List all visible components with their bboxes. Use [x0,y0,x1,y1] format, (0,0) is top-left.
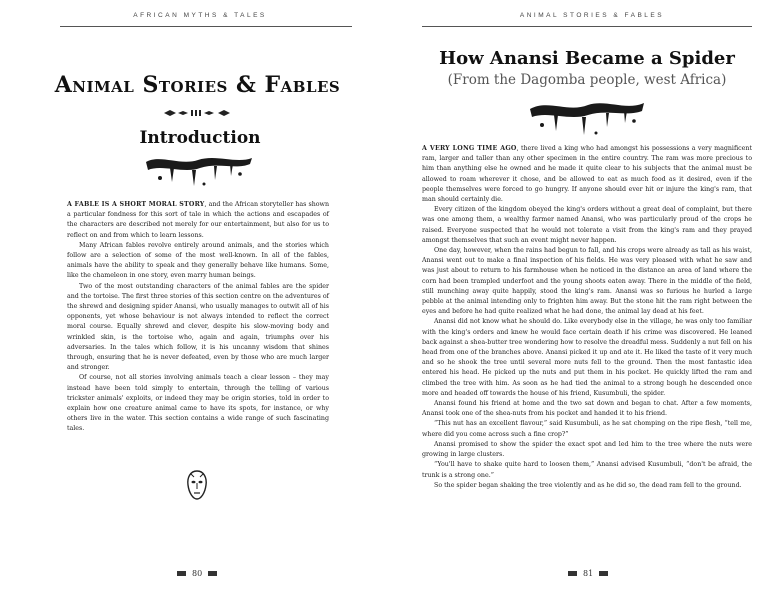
intro-paragraph: Two of the most outstanding characters of the animal fables are the spider and the tortoise. The first three stories of this section centre on the adventures of the shrewd and designing spider Anansi, who usually manages to outwit all of his opponents, yet whose behaviour is not always intended to reflect the correct moral course. Equally shrewd and clever, despite his slow-moving body and wrinkled skin, is the tortoise who, again and again, triumphs over his adversaries. In the tales which follow, it is his uncanny wisdom that shines through, ensuring that he is never defeated, even by those who are much larger and stronger. [67,282,329,372]
story-paragraph: Anansi promised to show the spider the exact spot and led him to the tree where the nuts were growing in large clusters. [422,440,752,459]
story-body [422,144,752,491]
story-title: How Anansi Became a Spider [439,48,735,69]
intro-paragraph: Many African fables revolve entirely around animals, and the stories which follow are a selection of some of the most well-known. In all of the fables, animals have the ability to speak and they generally behave like humans. Some, like the chameleon in one story, even marry human beings. [67,241,329,280]
ornament-icon [162,108,234,118]
right-page [392,0,784,600]
section-title: Animal Stories & Fables [54,72,341,98]
folio-ornament-icon [208,571,217,576]
story-subtitle: (From the Dagomba people, west Africa) [447,72,727,88]
page-number: 80 [192,569,203,578]
ink-splash-icon [140,150,258,190]
folio-right [568,569,608,578]
story-paragraph: “This nut has an excellent flavour,” said Kusumbuli, as he sat chomping on the ripe flesh, “tell me, where did you come across such a fine crop?” [422,420,752,438]
story-paragraph: Anansi found his friend at home and the two sat down and began to chat. After a few moments, Anansi took one of the shea-nuts from his pocket and handed it to his friend. [422,400,752,418]
story-paragraph: One day, however, when the rains had begun to fall, and his crops were already as tall as his waist, Anansi went out to make a final inspection of his fields. He was very pleased with what he saw and was just about to return to his farmhouse when he noticed in the distance an area of land where the corn had been trampled underfoot and the young shoots eaten away. There in the middle of the field, still munching away quite happily, stood the king's ram. Anansi was so furious he hurled a large pebble at the animal intending only to frighten him away. But the stone hit the ram right between the eyes and before he had quite realized what he had done, the animal lay dead at his feet. [422,247,752,316]
folio-ornament-icon [177,571,186,576]
intro-heading: Introduction [139,128,261,148]
page-number: 81 [583,569,594,578]
intro-paragraph: A FABLE IS A SHORT MORAL STORY, and the African storyteller has shown a particular fondness for this sort of tale in which the actions and escapades of the characters are described not merely for our entertainment, but also for us to reflect on and from which to learn lessons. [67,201,329,239]
intro-body [67,200,329,435]
story-paragraph: A VERY LONG TIME AGO, there lived a king who had amongst his possessions a very magnificent ram, larger and taller than any other specimen in the entire country. The ram was more precious to him than anything else he owned and he made it quite clear to his subjects that the animal must be allowed to roam wherever it chose, and be allowed to eat as much food as it desired, even if the people themselves were forced to go hungry. If anyone should ever hit or injure the king's ram, that man should certainly die. [422,145,752,204]
folio-ornament-icon [568,571,577,576]
folio-ornament-icon [599,571,608,576]
story-paragraph: So the spider began shaking the tree violently and as he did so, the dead ram fell to the ground. [434,481,742,489]
story-paragraph: “You'll have to shake quite hard to loosen them,” Anansi advised Kusumbuli, “don't be afraid, the trunk is a strong one.” [422,461,752,479]
head-rule-left [60,26,352,27]
intro-paragraph: Of course, not all stories involving animals teach a clear lesson – they may instead have been told simply to entertain, through the telling of various trickster animals' exploits, or indeed they may be origin stories, told in order to explain how one creature animal came to have its spots, for instance, or why others live in the water. This section contains a wide range of such fascinating tales. [67,374,329,433]
story-paragraph: Every citizen of the kingdom obeyed the king's orders without a great deal of complaint, but there was one among them, a wealthy farmer named Anansi, who was particularly proud of the crops he raised. Everyone suspected that he would not tolerate a visit from the king's ram and they prayed amongst themselves that such an event might never happen. [422,206,752,244]
mask-icon [186,470,208,500]
ink-splash-icon [526,95,648,139]
running-head-right: ANIMAL STORIES & FABLES [519,12,665,19]
head-rule-right [422,26,752,27]
folio-left [177,569,217,578]
story-paragraph: Anansi did not know what he should do. Like everybody else in the village, he was only too familiar with the king's orders and knew he would face certain death if his crime was discovered. He leaned back against a shea-butter tree wondering how to resolve the dreadful mess. Suddenly a nut fell on his head from one of the branches above. Anansi picked it up and ate it. He liked the taste of it very much and so he shook the tree until several more nuts fell to the ground. Then the most fantastic idea entered his head. He picked up the nuts and put them in his pocket. He quickly lifted the ram and climbed the tree with him. As soon as he had tied the animal to a strong bough he descended once more and headed off towards the house of his friend, Kusumbuli, the spider. [422,318,752,397]
running-head-left: AFRICAN MYTHS & TALES [133,12,267,19]
